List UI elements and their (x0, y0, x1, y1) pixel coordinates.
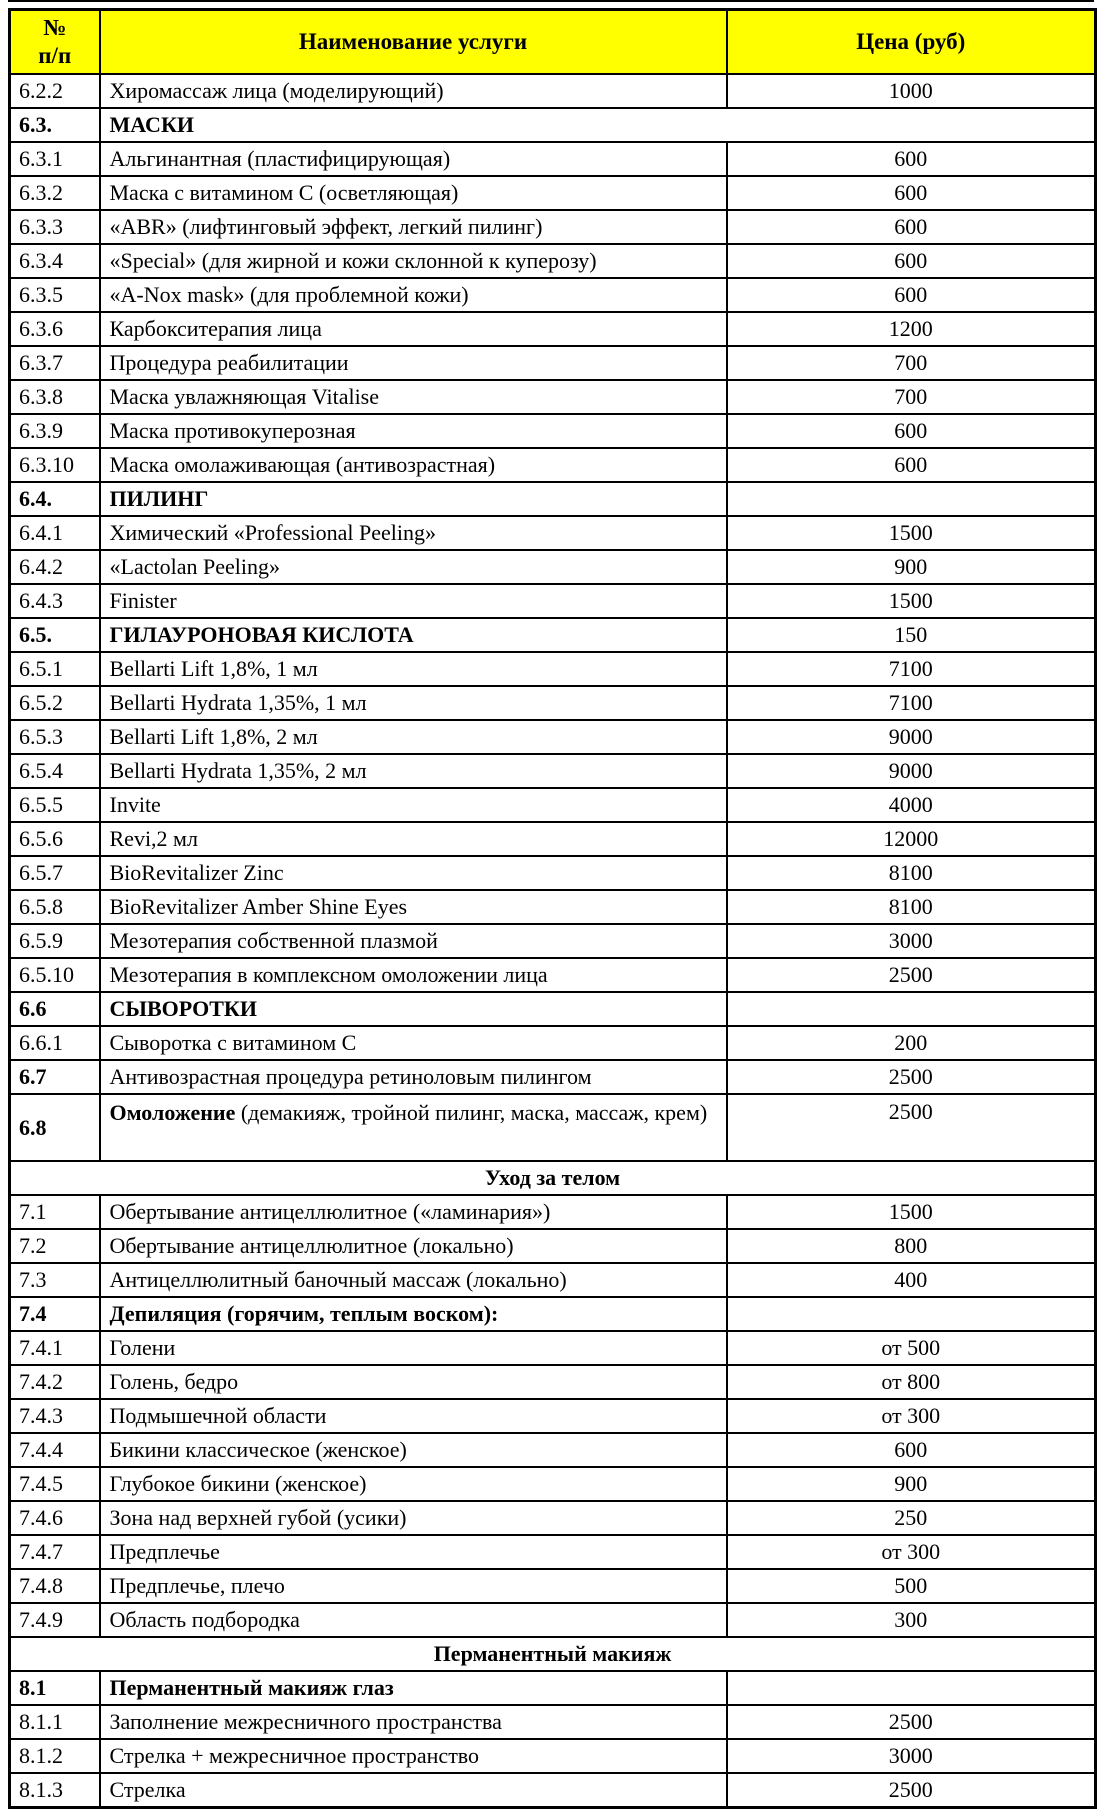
price-cell: 1500 (727, 516, 1096, 550)
price-cell: 3000 (727, 924, 1096, 958)
service-name-cell: «Lactolan Peeling» (100, 550, 727, 584)
price-cell: от 300 (727, 1535, 1096, 1569)
table-row (10, 516, 1096, 550)
category-title-cell: Уход за телом (10, 1161, 1096, 1195)
table-row (10, 1467, 1096, 1501)
service-name-cell: Обертывание антицеллюлитное («ламинария») (100, 1195, 727, 1229)
row-number-cell: 8.1.3 (10, 1773, 100, 1808)
row-number-cell: 7.4 (10, 1297, 100, 1331)
header-number-line1: № (43, 15, 67, 40)
price-cell: 700 (727, 380, 1096, 414)
row-number-cell: 6.3.7 (10, 346, 100, 380)
service-name-cell: Стрелка (100, 1773, 727, 1808)
service-name-cell: Омоложение (демакияж, тройной пилинг, маска, массаж, крем) (100, 1094, 727, 1161)
row-number-cell: 6.3.9 (10, 414, 100, 448)
table-row (10, 1195, 1096, 1229)
price-cell: 7100 (727, 686, 1096, 720)
service-name-cell: Область подбородка (100, 1603, 727, 1637)
row-number-cell: 6.5.4 (10, 754, 100, 788)
row-number-cell: 8.1 (10, 1671, 100, 1705)
price-cell: от 300 (727, 1399, 1096, 1433)
header-number-cell (10, 10, 100, 75)
service-name-cell: Хиромассаж лица (моделирующий) (100, 74, 727, 108)
table-row (10, 1501, 1096, 1535)
service-name-cell: BioRevitalizer Amber Shine Eyes (100, 890, 727, 924)
service-name-cell: Invite (100, 788, 727, 822)
price-cell: 2500 (727, 1060, 1096, 1094)
service-name-cell: Bellarti Lift 1,8%, 2 мл (100, 720, 727, 754)
row-number-cell: 7.4.5 (10, 1467, 100, 1501)
row-number-cell: 6.3.3 (10, 210, 100, 244)
section-row (10, 1297, 1096, 1331)
row-number-cell: 6.5.10 (10, 958, 100, 992)
row-number-cell: 6.5.6 (10, 822, 100, 856)
service-name-cell: «Special» (для жирной и кожи склонной к куперозу) (100, 244, 727, 278)
price-cell (727, 992, 1096, 1026)
service-name-cell: СЫВОРОТКИ (100, 992, 727, 1026)
header-price-cell: Цена (руб) (727, 10, 1096, 75)
section-row (10, 618, 1096, 652)
row-number-cell: 7.4.2 (10, 1365, 100, 1399)
price-cell: 500 (727, 1569, 1096, 1603)
table-row (10, 1365, 1096, 1399)
table-row (10, 958, 1096, 992)
table-row (10, 414, 1096, 448)
row-number-cell: 6.3.8 (10, 380, 100, 414)
row-number-cell: 7.4.1 (10, 1331, 100, 1365)
price-cell: 200 (727, 1026, 1096, 1060)
category-title-cell: Перманентный макияж (10, 1637, 1096, 1671)
row-number-cell: 7.4.4 (10, 1433, 100, 1467)
service-name-cell: Антивозрастная процедура ретиноловым пилингом (100, 1060, 727, 1094)
service-name-bold-part: Омоложение (109, 1100, 236, 1125)
table-row (10, 1705, 1096, 1739)
price-cell: 2500 (727, 1773, 1096, 1808)
price-cell (727, 1671, 1096, 1705)
price-cell: 1500 (727, 1195, 1096, 1229)
price-cell: от 500 (727, 1331, 1096, 1365)
service-name-cell: Подмышечной области (100, 1399, 727, 1433)
row-number-cell: 6.4. (10, 482, 100, 516)
service-name-cell: Карбокситерапия лица (100, 312, 727, 346)
service-name-cell: Заполнение межресничного пространства (100, 1705, 727, 1739)
table-row (10, 856, 1096, 890)
table-row (10, 176, 1096, 210)
service-name-cell: Маска противокуперозная (100, 414, 727, 448)
price-cell: 2500 (727, 958, 1096, 992)
row-number-cell: 7.4.7 (10, 1535, 100, 1569)
price-cell: 12000 (727, 822, 1096, 856)
table-body (10, 74, 1096, 1808)
price-cell: 700 (727, 346, 1096, 380)
row-number-cell: 7.3 (10, 1263, 100, 1297)
price-cell: 600 (727, 278, 1096, 312)
row-number-cell: 6.5.1 (10, 652, 100, 686)
row-number-cell: 6.5.2 (10, 686, 100, 720)
service-name-cell: Депиляция (горячим, теплым воском): (100, 1297, 727, 1331)
price-cell: 600 (727, 414, 1096, 448)
price-cell: 8100 (727, 856, 1096, 890)
service-name-cell: Альгинантная (пластифицирующая) (100, 142, 727, 176)
price-cell: 9000 (727, 754, 1096, 788)
row-number-cell: 6.5.7 (10, 856, 100, 890)
section-row (10, 108, 1096, 142)
table-row (10, 142, 1096, 176)
row-number-cell: 7.4.9 (10, 1603, 100, 1637)
price-cell: 600 (727, 176, 1096, 210)
service-name-cell: ГИЛАУРОНОВАЯ КИСЛОТА (100, 618, 727, 652)
table-row (10, 1739, 1096, 1773)
row-number-cell: 7.2 (10, 1229, 100, 1263)
service-name-cell: Bellarti Hydrata 1,35%, 1 мл (100, 686, 727, 720)
service-name-cell: Finister (100, 584, 727, 618)
section-row (10, 992, 1096, 1026)
row-number-cell: 8.1.2 (10, 1739, 100, 1773)
row-number-cell: 6.6.1 (10, 1026, 100, 1060)
row-number-cell: 6.8 (10, 1094, 100, 1161)
table-row (10, 1026, 1096, 1060)
table-row (10, 890, 1096, 924)
row-number-cell: 6.4.1 (10, 516, 100, 550)
row-number-cell: 6.3.1 (10, 142, 100, 176)
service-name-cell: Антицеллюлитный баночный массаж (локально) (100, 1263, 727, 1297)
category-span-row (10, 1637, 1096, 1671)
service-name-cell: «A-Nox mask» (для проблемной кожи) (100, 278, 727, 312)
service-name-cell: Bellarti Lift 1,8%, 1 мл (100, 652, 727, 686)
service-name-cell: Предплечье (100, 1535, 727, 1569)
service-name-cell: Маска с витамином С (осветляющая) (100, 176, 727, 210)
table-row (10, 244, 1096, 278)
price-cell: 8100 (727, 890, 1096, 924)
service-name-cell: BioRevitalizer Zinc (100, 856, 727, 890)
table-row (10, 1331, 1096, 1365)
service-name-cell: Голени (100, 1331, 727, 1365)
table-row (10, 550, 1096, 584)
row-number-cell: 6.4.2 (10, 550, 100, 584)
service-name-cell: Бикини классическое (женское) (100, 1433, 727, 1467)
service-name-cell: Bellarti Hydrata 1,35%, 2 мл (100, 754, 727, 788)
row-number-cell: 7.4.6 (10, 1501, 100, 1535)
service-name-cell: МАСКИ (100, 108, 1096, 142)
row-number-cell: 6.3.5 (10, 278, 100, 312)
table-row (10, 1569, 1096, 1603)
service-name-cell: Перманентный макияж глаз (100, 1671, 727, 1705)
table-row (10, 74, 1096, 108)
service-name-cell: Стрелка + межресничное пространство (100, 1739, 727, 1773)
header-number-line2: п/п (38, 43, 72, 68)
row-number-cell: 6.7 (10, 1060, 100, 1094)
row-number-cell: 6.5.9 (10, 924, 100, 958)
price-cell: 900 (727, 1467, 1096, 1501)
table-row (10, 754, 1096, 788)
row-number-cell: 6.4.3 (10, 584, 100, 618)
service-name-cell: Предплечье, плечо (100, 1569, 727, 1603)
price-cell: 150 (727, 618, 1096, 652)
price-cell: 9000 (727, 720, 1096, 754)
table-row (10, 278, 1096, 312)
price-cell: 3000 (727, 1739, 1096, 1773)
price-cell (727, 482, 1096, 516)
row-number-cell: 7.1 (10, 1195, 100, 1229)
table-row (10, 1603, 1096, 1637)
row-number-cell: 6.3.4 (10, 244, 100, 278)
service-name-cell: Зона над верхней губой (усики) (100, 1501, 727, 1535)
table-row (10, 448, 1096, 482)
row-number-cell: 6.5.5 (10, 788, 100, 822)
table-row (10, 1060, 1096, 1094)
price-cell: от 800 (727, 1365, 1096, 1399)
service-name-cell: Мезотерапия в комплексном омоложении лица (100, 958, 727, 992)
service-name-cell: Химический «Professional Peeling» (100, 516, 727, 550)
row-number-cell: 6.5.3 (10, 720, 100, 754)
service-name-cell: ПИЛИНГ (100, 482, 727, 516)
price-cell: 1500 (727, 584, 1096, 618)
table-row (10, 652, 1096, 686)
price-cell: 400 (727, 1263, 1096, 1297)
table-row (10, 686, 1096, 720)
row-number-cell: 6.6 (10, 992, 100, 1026)
table-row (10, 346, 1096, 380)
row-number-cell: 6.2.2 (10, 74, 100, 108)
price-cell (727, 1297, 1096, 1331)
header-service-cell: Наименование услуги (100, 10, 727, 75)
row-number-cell: 6.5.8 (10, 890, 100, 924)
service-name-cell: «ABR» (лифтинговый эффект, легкий пилинг) (100, 210, 727, 244)
table-row (10, 1773, 1096, 1808)
price-cell: 250 (727, 1501, 1096, 1535)
category-span-row (10, 1161, 1096, 1195)
table-row (10, 1094, 1096, 1161)
service-name-cell: Маска увлажняющая Vitalise (100, 380, 727, 414)
row-number-cell: 6.3.10 (10, 448, 100, 482)
table-row (10, 1229, 1096, 1263)
service-name-cell: Сыворотка с витамином С (100, 1026, 727, 1060)
table-row (10, 720, 1096, 754)
price-cell: 4000 (727, 788, 1096, 822)
price-cell: 600 (727, 142, 1096, 176)
table-row (10, 1399, 1096, 1433)
price-cell: 1000 (727, 74, 1096, 108)
service-name-cell: Глубокое бикини (женское) (100, 1467, 727, 1501)
price-cell: 900 (727, 550, 1096, 584)
row-number-cell: 7.4.8 (10, 1569, 100, 1603)
price-cell: 300 (727, 1603, 1096, 1637)
row-number-cell: 7.4.3 (10, 1399, 100, 1433)
header-row (10, 10, 1096, 75)
price-cell: 2500 (727, 1705, 1096, 1739)
table-row (10, 822, 1096, 856)
price-cell: 600 (727, 210, 1096, 244)
table-row (10, 210, 1096, 244)
table-row (10, 584, 1096, 618)
section-row (10, 1671, 1096, 1705)
price-cell: 7100 (727, 652, 1096, 686)
service-name-cell: Процедура реабилитации (100, 346, 727, 380)
service-name-cell: Мезотерапия собственной плазмой (100, 924, 727, 958)
table-row (10, 924, 1096, 958)
row-number-cell: 8.1.1 (10, 1705, 100, 1739)
price-cell: 2500 (727, 1094, 1096, 1161)
row-number-cell: 6.3.6 (10, 312, 100, 346)
price-table (8, 8, 1097, 1809)
price-cell: 1200 (727, 312, 1096, 346)
price-cell: 600 (727, 448, 1096, 482)
table-row (10, 380, 1096, 414)
price-cell: 600 (727, 1433, 1096, 1467)
service-name-cell: Голень, бедро (100, 1365, 727, 1399)
row-number-cell: 6.5. (10, 618, 100, 652)
table-row (10, 1433, 1096, 1467)
service-name-cell: Маска омолаживающая (антивозрастная) (100, 448, 727, 482)
table-row (10, 788, 1096, 822)
table-row (10, 1535, 1096, 1569)
price-cell: 600 (727, 244, 1096, 278)
table-row (10, 1263, 1096, 1297)
service-name-cell: Обертывание антицеллюлитное (локально) (100, 1229, 727, 1263)
row-number-cell: 6.3. (10, 108, 100, 142)
service-name-cell: Revi,2 мл (100, 822, 727, 856)
row-number-cell: 6.3.2 (10, 176, 100, 210)
cropped-border-line (8, 0, 1094, 2)
table-row (10, 312, 1096, 346)
section-row (10, 482, 1096, 516)
price-cell: 800 (727, 1229, 1096, 1263)
